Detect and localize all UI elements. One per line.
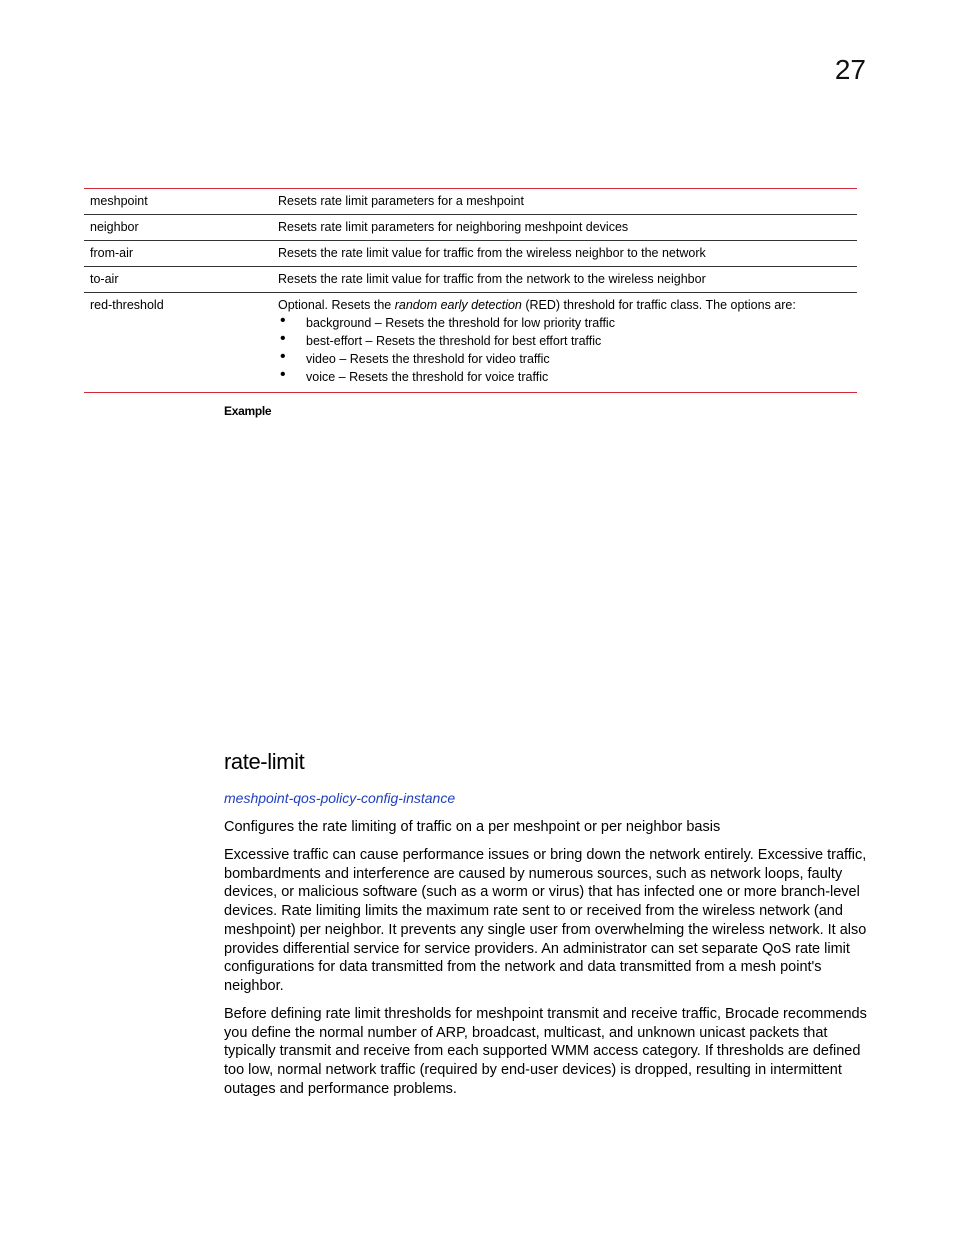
option-text: best-effort – Resets the threshold for best effort traffic (306, 334, 602, 348)
table-row (84, 267, 857, 293)
list-item (278, 350, 851, 368)
option-text: background – Resets the threshold for low priority traffic (306, 316, 615, 330)
table-row (84, 189, 857, 215)
param-name: to-air (84, 267, 272, 293)
param-description: Resets rate limit parameters for neighboring meshpoint devices (272, 215, 857, 241)
intro-italic-term: random early detection (394, 298, 522, 312)
option-list (278, 314, 851, 386)
param-description (272, 293, 857, 393)
param-name: meshpoint (84, 189, 272, 215)
bullet-icon: • (280, 312, 286, 329)
body-paragraph: Excessive traffic can cause performance issues or bring down the network entirely. Excessive traffic, bombardments and interference are caused by numerous sources, such as network loops, faulty devices, or malicious software (such as a worm or virus) that has infected one or more branch-level devices. Rate limiting limits the maximum rate sent to or received from the wireless network (and meshpoint) per neighbor. It prevents any single user from overwhelming the wireless network. It also provides differential service for service providers. An administrator can set separate QoS rate limit configurations for data transmitted from the network and data transmitted from a mesh point's neighbor. (224, 847, 867, 994)
option-text: video – Resets the threshold for video traffic (306, 352, 550, 366)
red-threshold-intro (278, 296, 851, 314)
config-mode-link[interactable]: meshpoint-qos-policy-config-instance (224, 790, 456, 806)
list-item (278, 332, 851, 350)
body-paragraph: Before defining rate limit thresholds for meshpoint transmit and receive traffic, Brocade recommends you define the normal number of ARP, broadcast, multicast, and unknown unicast packets that typically transmit and receive from each supported WMM access category. If thresholds are defined too low, normal network traffic (required by end-user devices) is dropped, resulting in intermittent outages and performance problems. (224, 1006, 867, 1097)
param-description: Resets the rate limit value for traffic from the wireless neighbor to the network (272, 241, 857, 267)
intro-prefix: Optional. Resets the (278, 298, 395, 312)
parameter-table (84, 188, 857, 393)
param-description: Resets rate limit parameters for a meshpoint (272, 189, 857, 215)
list-item (278, 314, 851, 332)
param-name: red-threshold (90, 298, 164, 312)
example-heading: Example (224, 404, 272, 418)
option-text: voice – Resets the threshold for voice traffic (306, 370, 549, 384)
param-name: neighbor (84, 215, 272, 241)
bullet-icon: • (280, 330, 286, 347)
param-description: Resets the rate limit value for traffic from the network to the wireless neighbor (272, 267, 857, 293)
table-row (84, 293, 857, 393)
summary-paragraph: Configures the rate limiting of traffic on a per meshpoint or per neighbor basis (224, 819, 721, 835)
table-row (84, 241, 857, 267)
bullet-icon: • (280, 366, 286, 383)
bullet-icon: • (280, 348, 286, 365)
param-name: from-air (84, 241, 272, 267)
chapter-number: 27 (834, 54, 866, 85)
intro-suffix: (RED) threshold for traffic class. The options are: (521, 298, 796, 312)
list-item (278, 368, 851, 386)
section-title: rate-limit (224, 749, 305, 774)
table-row (84, 215, 857, 241)
